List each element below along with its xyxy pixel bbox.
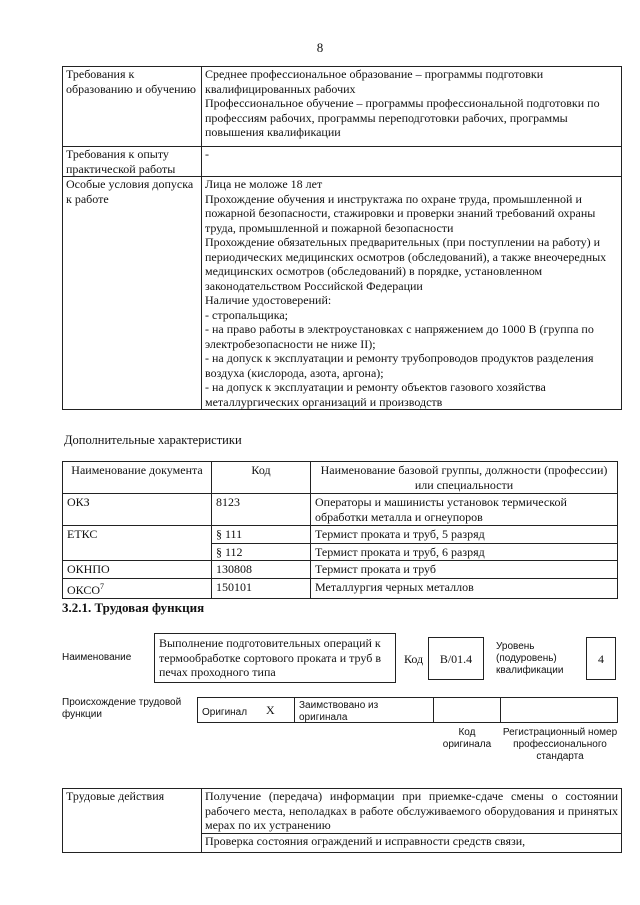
- level-label: Уровень (подуровень) квалификации: [496, 641, 564, 676]
- row-key: Требования к опыту практической работы: [63, 147, 202, 177]
- table-header-row: [63, 462, 618, 494]
- row-key: Требования к образованию и обучению: [63, 67, 202, 147]
- function-code: B/01.4: [428, 637, 484, 680]
- original-label: Оригинал: [202, 707, 248, 718]
- value-line: -: [205, 147, 209, 161]
- table-row: [63, 494, 618, 526]
- labor-actions-table: [62, 788, 622, 853]
- original-mark: X: [266, 703, 275, 717]
- table-row: [63, 177, 622, 410]
- code-original-label: Код оригинала: [442, 727, 492, 750]
- doc-cell: ОКНПО: [63, 561, 212, 579]
- function-name: Выполнение подготовительных операций к термообработке сортового проката и труб в печах проходного типа: [154, 633, 396, 683]
- value-line: Прохождение обязательных предварительных (при поступлении на работу) и периодических медицинских осмотров (обследований), а также внеочередных медицинских осмотров (обследований) в порядке, установленном законодательством Российской Федерации: [205, 235, 607, 293]
- value-line: - на допуск к эксплуатации и ремонту трубопроводов продуктов разделения воздуха (кислорода, азота, аргона);: [205, 351, 594, 380]
- row-value: [202, 147, 622, 177]
- table-row: [63, 578, 618, 599]
- origin-label: Происхождение трудовой функции: [62, 697, 182, 720]
- borrowed-cell: Заимствовано из оригинала: [294, 697, 434, 723]
- value-line: - стропальщика;: [205, 307, 288, 322]
- row-value: [202, 67, 622, 147]
- value-line: Среднее профессиональное образование – программы подготовки квалифицированных рабочих: [205, 67, 544, 96]
- footnote-mark: 7: [100, 581, 105, 591]
- table-row: [63, 147, 622, 177]
- page-number: 8: [316, 40, 324, 55]
- requirements-table: [62, 66, 622, 410]
- name-cell: Термист проката и труб, 6 разряд: [311, 543, 618, 561]
- column-header: Наименование документа: [63, 462, 212, 494]
- row-key: Особые условия допуска к работе: [63, 177, 202, 410]
- extra-characteristics-table: [62, 461, 618, 599]
- reg-number-label: Регистрационный номер профессионального стандарта: [502, 727, 618, 762]
- code-cell: § 112: [212, 543, 311, 561]
- table-row: [63, 526, 618, 544]
- row-value: Проверка состояния ограждений и исправности средств связи,: [202, 833, 622, 852]
- name-cell: Металлургия черных металлов: [311, 578, 618, 599]
- name-cell: Термист проката и труб: [311, 561, 618, 579]
- column-header: Код: [212, 462, 311, 494]
- reg-number-cell: [500, 697, 618, 723]
- row-key: Трудовые действия: [63, 789, 202, 853]
- section-title: 3.2.1. Трудовая функция: [62, 600, 205, 615]
- code-cell: 130808: [212, 561, 311, 579]
- value-line: Прохождение обучения и инструктажа по охране труда, промышленной и пожарной безопасности, стажировки и проверки знаний требований охраны труда, промышленной и пожарной безопасности: [205, 191, 596, 235]
- value-line: Наличие удостоверений:: [205, 293, 332, 307]
- name-cell: Операторы и машинисты установок термической обработки металла и огнеупоров: [311, 494, 618, 526]
- row-value: Получение (передача) информации при приемке-сдаче смены о состоянии рабочего места, неполадках в работе обслуживаемого оборудования и принятых мерах по их устранению: [202, 789, 622, 834]
- original-cell: [197, 697, 295, 723]
- code-original-cell: [433, 697, 501, 723]
- doc-cell: ОКЗ: [63, 494, 212, 526]
- value-line: Профессиональное обучение – программы профессиональной подготовки по профессиям рабочих, программы переподготовки рабочих, программы повышения квалификации: [205, 96, 600, 139]
- code-cell: 150101: [212, 578, 311, 599]
- code-cell: § 111: [212, 526, 311, 544]
- doc-cell: [63, 578, 212, 599]
- table-row: [63, 561, 618, 579]
- extra-title: Дополнительные характеристики: [64, 433, 242, 447]
- row-value: [202, 177, 622, 410]
- value-line: - на право работы в электроустановках с напряжением до 1000 В (группа по электробезопасности не ниже II);: [205, 322, 594, 351]
- value-line: - на допуск к эксплуатации и ремонту объектов газового хозяйства металлургических организаций и производств: [205, 380, 546, 409]
- level-value: 4: [586, 637, 616, 680]
- name-label: Наименование: [62, 652, 132, 663]
- column-header: Наименование базовой группы, должности (профессии) или специальности: [311, 462, 618, 494]
- table-row: [63, 789, 622, 834]
- name-cell: Термист проката и труб, 5 разряд: [311, 526, 618, 544]
- doc-name: ОКСО: [67, 582, 101, 597]
- code-label: Код: [404, 652, 424, 666]
- doc-cell: ЕТКС: [63, 526, 212, 561]
- value-line: Лица не моложе 18 лет: [205, 177, 323, 191]
- code-cell: 8123: [212, 494, 311, 526]
- table-row: [63, 67, 622, 147]
